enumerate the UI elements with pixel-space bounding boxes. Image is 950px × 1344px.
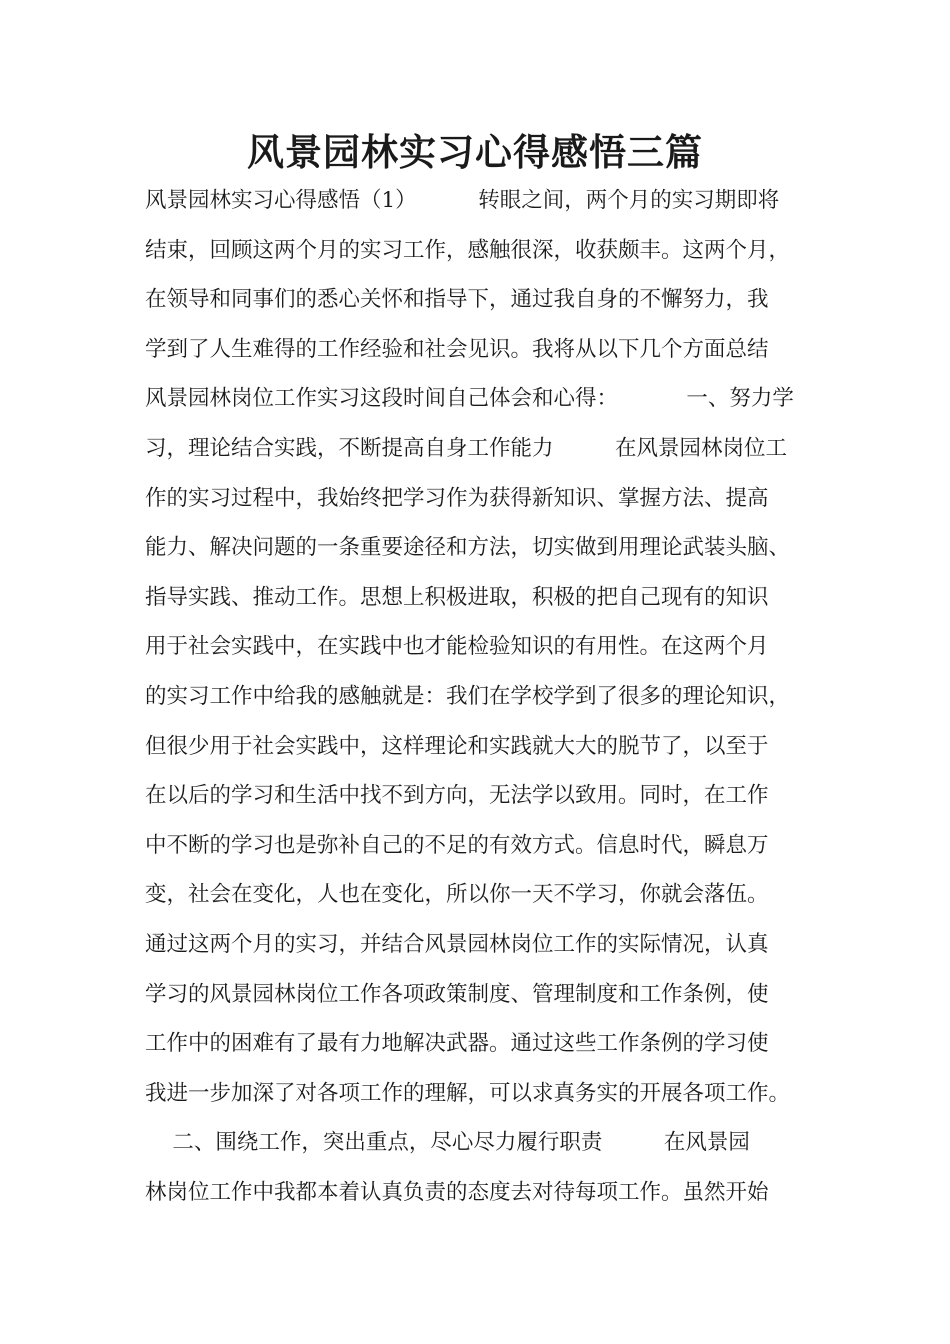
text-line: 结束，回顾这两个月的实习工作，感触很深，收获颇丰。这两个月， bbox=[145, 237, 791, 263]
text-line: 通过这两个月的实习，并结合风景园林岗位工作的实际情况，认真 bbox=[145, 931, 769, 957]
text-line: 中不断的学习也是弥补自己的不足的有效方式。信息时代，瞬息万 bbox=[145, 832, 769, 858]
text-line: 风景园林岗位工作实习这段时间自己体会和心得： 一、努力学 bbox=[145, 386, 794, 412]
document-title: 风景园林实习心得感悟三篇 bbox=[247, 131, 703, 174]
text-line: 二、围绕工作，突出重点，尽心尽力履行职责 在风景园 bbox=[145, 1130, 750, 1156]
text-line: 指导实践、推动工作。思想上积极进取，积极的把自己现有的知识 bbox=[145, 584, 769, 610]
text-line: 学到了人生难得的工作经验和社会见识。我将从以下几个方面总结 bbox=[145, 336, 769, 362]
text-line: 习，理论结合实践，不断提高自身工作能力 在风景园林岗位工 bbox=[145, 435, 788, 461]
text-line: 的实习工作中给我的感触就是：我们在学校学到了很多的理论知识， bbox=[145, 683, 791, 709]
text-line: 作的实习过程中，我始终把学习作为获得新知识、掌握方法、提高 bbox=[145, 485, 769, 511]
text-line: 用于社会实践中，在实践中也才能检验知识的有用性。在这两个月 bbox=[145, 634, 769, 660]
text-line: 但很少用于社会实践中，这样理论和实践就大大的脱节了，以至于 bbox=[145, 733, 769, 759]
text-line: 能力、解决问题的一条重要途径和方法，切实做到用理论武装头脑、 bbox=[145, 535, 791, 561]
text-line: 工作中的困难有了最有力地解决武器。通过这些工作条例的学习使 bbox=[145, 1031, 769, 1057]
text-line: 学习的风景园林岗位工作各项政策制度、管理制度和工作条例，使 bbox=[145, 981, 769, 1007]
text-line: 我进一步加深了对各项工作的理解，可以求真务实的开展各项工作。 bbox=[145, 1080, 791, 1106]
document-body bbox=[145, 176, 835, 1217]
text-line: 变，社会在变化，人也在变化，所以你一天不学习，你就会落伍。 bbox=[145, 882, 769, 908]
text-line: 在领导和同事们的悉心关怀和指导下，通过我自身的不懈努力，我 bbox=[145, 287, 769, 313]
text-line: 林岗位工作中我都本着认真负责的态度去对待每项工作。虽然开始 bbox=[145, 1179, 769, 1205]
text-line: 风景园林实习心得感悟（1） 转眼之间，两个月的实习期即将 bbox=[145, 188, 780, 213]
text-line: 在以后的学习和生活中找不到方向，无法学以致用。同时，在工作 bbox=[145, 783, 769, 809]
